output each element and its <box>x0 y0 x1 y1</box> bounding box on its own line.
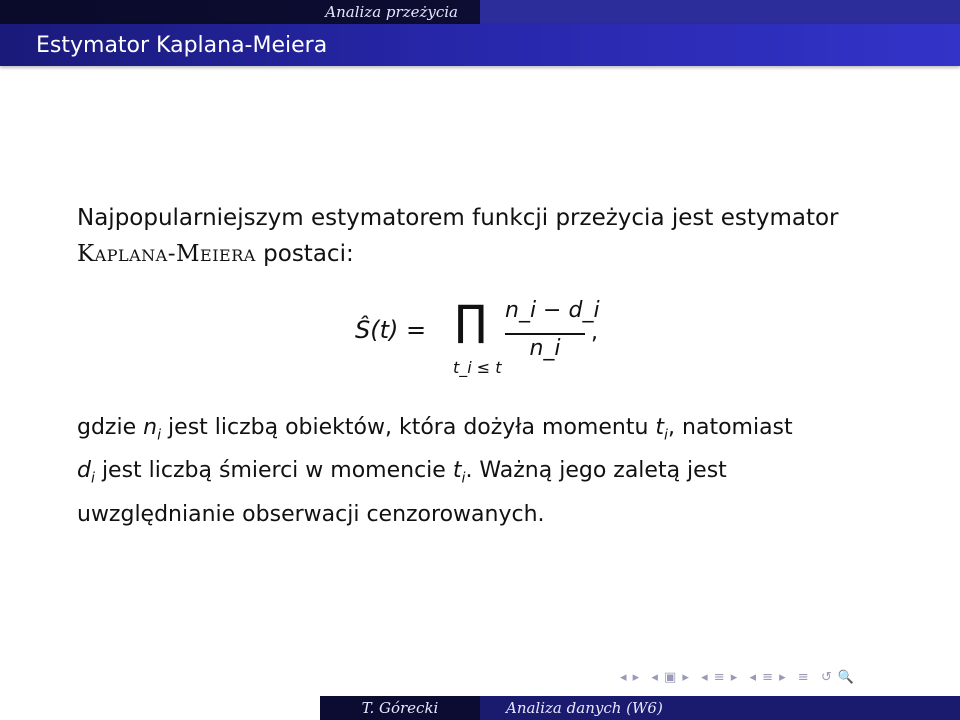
intro-line-1: Najpopularniejszym estymatorem funkcji przeżycia jest estymator <box>77 205 839 231</box>
section-nav-icon[interactable]: ◂ ≡ ▸ <box>701 670 739 685</box>
author-name: Kaplana-Meiera <box>77 241 256 267</box>
var-i: i <box>664 427 669 444</box>
footer <box>0 696 960 720</box>
footer-author: T. Górecki <box>320 696 480 720</box>
formula-lhs: Ŝ(t) = <box>355 316 427 344</box>
product-symbol: ∏ <box>455 296 487 345</box>
intro-line-2 <box>77 236 897 272</box>
kaplan-meier-formula <box>355 296 615 392</box>
description-text <box>77 410 907 533</box>
frame-nav-icon[interactable]: ◂ ▸ <box>620 670 641 685</box>
formula-comma: , <box>591 320 598 345</box>
fraction-numerator: n_i − d_i <box>505 298 600 323</box>
frame-title-bar <box>0 24 960 66</box>
desc-text: , natomiast <box>668 415 793 440</box>
intro-text <box>77 200 897 272</box>
var-t: t <box>452 458 462 484</box>
intro-tail: postaci: <box>255 241 354 267</box>
var-d: d <box>77 458 91 484</box>
desc-line-1 <box>77 410 907 453</box>
desc-text: jest liczbą śmierci w momencie <box>94 458 453 484</box>
search-icon[interactable]: ↺ 🔍 <box>820 670 856 685</box>
desc-line-3: uwzględnianie obserwacji cenzorowanych. <box>77 501 545 527</box>
document-nav-icon[interactable]: ◂ ≡ ▸ <box>749 670 787 685</box>
var-i: i <box>461 470 466 487</box>
var-i: i <box>157 427 162 444</box>
beamer-navigation <box>620 670 861 685</box>
product-subscript: t_i ≤ t <box>453 358 502 377</box>
frame-title: Estymator Kaplana-Meiera <box>36 33 328 58</box>
desc-line-2 <box>77 453 907 496</box>
fraction-denominator: n_i <box>529 336 561 361</box>
desc-text: gdzie <box>77 415 144 440</box>
var-n: n <box>143 415 158 440</box>
subsection-nav-icon[interactable]: ◂ ▣ ▸ <box>651 670 690 685</box>
top-strip <box>0 0 960 24</box>
desc-text: jest liczbą obiektów, która dożyła momentu <box>161 415 656 440</box>
align-icon[interactable]: ≡ <box>797 670 810 685</box>
section-title: Analiza przeżycia <box>325 3 458 21</box>
footer-course: Analiza danych (W6) <box>480 696 960 720</box>
desc-text: . Ważną jego zaletą jest <box>465 458 727 484</box>
fraction-bar <box>505 333 585 335</box>
section-bar <box>325 0 960 24</box>
var-t: t <box>655 415 665 440</box>
var-i: i <box>90 470 95 487</box>
